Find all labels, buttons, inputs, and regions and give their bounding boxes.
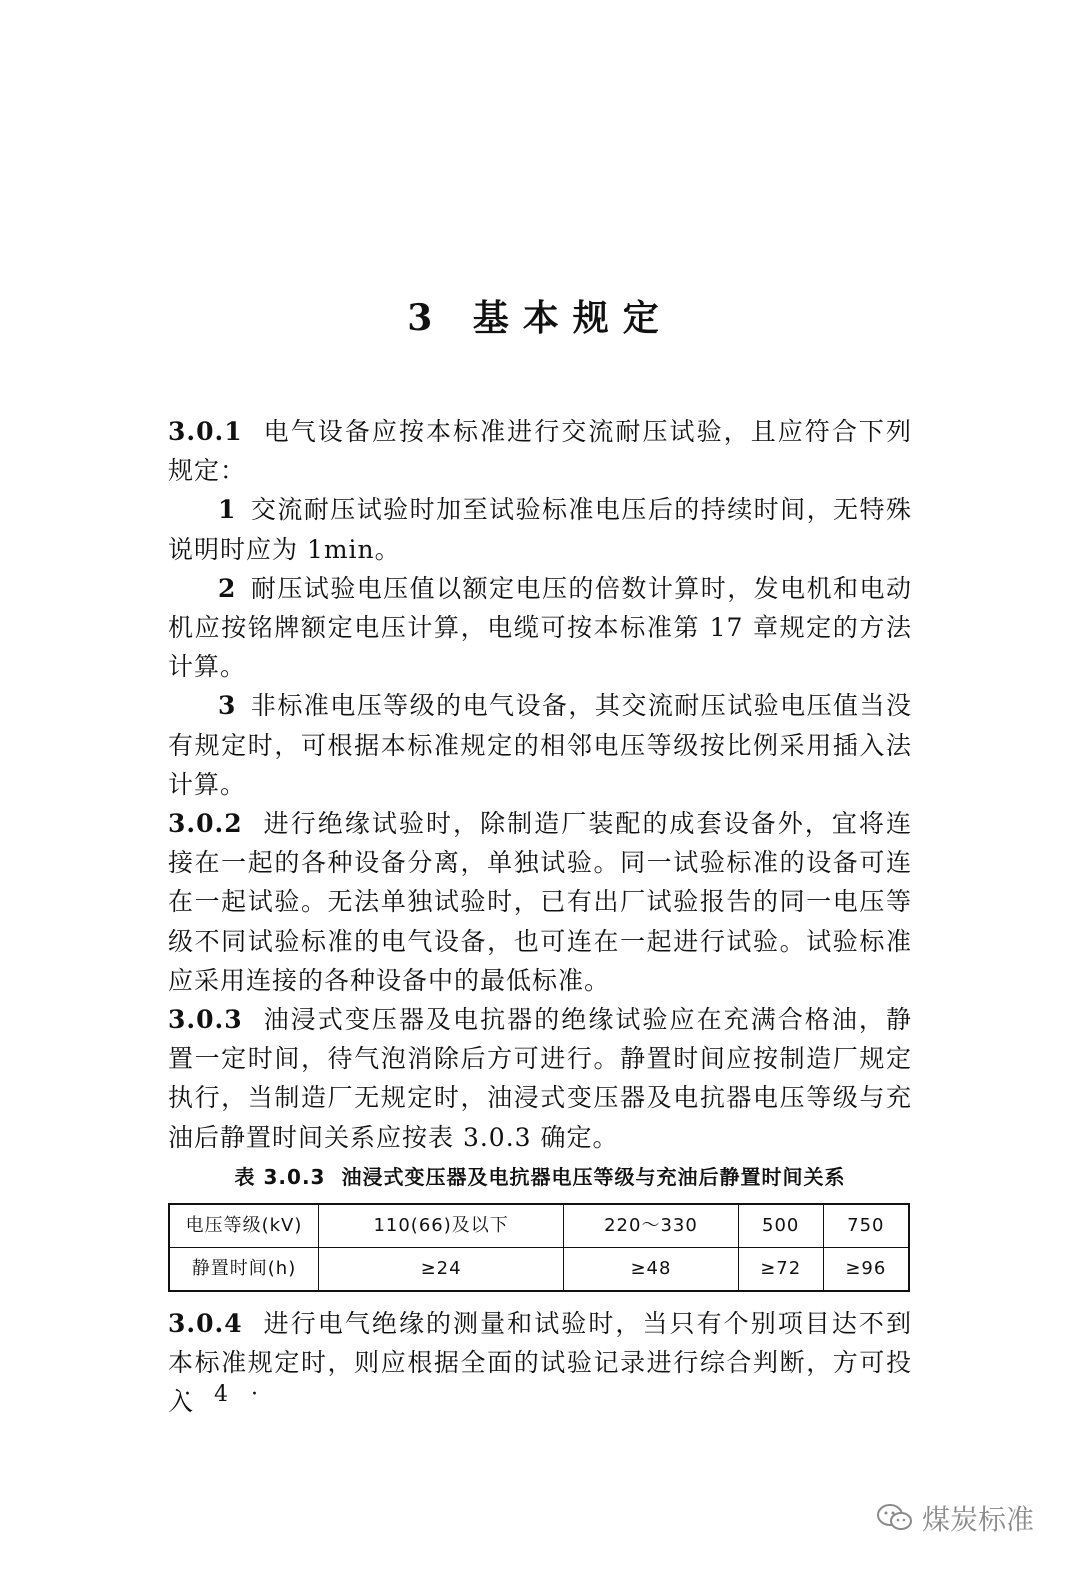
table-cell: ≥72 <box>738 1247 823 1291</box>
table-caption <box>168 1161 912 1193</box>
table-cell: 750 <box>823 1204 909 1248</box>
table-caption-text: 油浸式变压器及电抗器电压等级与充油后静置时间关系 <box>341 1164 846 1189</box>
table-row-label: 电压等级(kV) <box>169 1204 319 1248</box>
clause-number: 3.0.4 <box>168 1308 243 1338</box>
clause-text: 进行电气绝缘的测量和试验时，当只有个别项目达不到本标准规定时，则应根据全面的试验记录进行综合判断，方可投入 <box>168 1308 912 1417</box>
table-row-voltage <box>169 1204 909 1248</box>
clause-number: 3.0.1 <box>168 417 243 446</box>
clause-3-0-1-item-1 <box>168 490 912 568</box>
clause-3-0-2 <box>168 804 912 1000</box>
clause-text: 进行绝缘试验时，除制造厂装配的成套设备外，宜将连接在一起的各种设备分离，单独试验。同一试验标准的设备可连在一起试验。无法单独试验时，已有出厂试验报告的同一电压等级不同试验标准的电气设备，也可连在一起进行试验。试验标准应采用连接的各种设备中的最低标准。 <box>168 809 912 995</box>
table-cell: ≥48 <box>564 1247 739 1291</box>
table-row-label: 静置时间(h) <box>169 1247 319 1291</box>
table-row-standing-time <box>169 1247 909 1291</box>
page-number: · 4 · <box>184 1382 266 1407</box>
clause-text: 电气设备应按本标准进行交流耐压试验，且应符合下列规定： <box>168 417 912 486</box>
item-text: 非标准电压等级的电气设备，其交流耐压试验电压值当没有规定时，可根据本标准规定的相邻电压等级按比例采用插入法计算。 <box>168 691 912 799</box>
item-number: 1 <box>218 495 237 525</box>
clause-text: 油浸式变压器及电抗器的绝缘试验应在充满合格油，静置一定时间，待气泡消除后方可进行。静置时间应按制造厂规定执行，当制造厂无规定时，油浸式变压器及电抗器电压等级与充油后静置时间关系应按表 3.0.3 确定。 <box>168 1005 912 1152</box>
clause-3-0-1-item-2 <box>168 569 912 687</box>
table-cell: ≥24 <box>319 1247 564 1291</box>
clause-3-0-1-item-3 <box>168 686 912 804</box>
table-cell: 220～330 <box>564 1204 739 1248</box>
item-text: 交流耐压试验时加至试验标准电压后的持续时间，无特殊说明时应为 1min。 <box>168 495 912 564</box>
standing-time-table <box>168 1203 910 1292</box>
document-body <box>168 412 912 1421</box>
clause-3-0-1 <box>168 412 912 490</box>
table-cell: 500 <box>738 1204 823 1248</box>
item-number: 2 <box>218 573 237 603</box>
clause-3-0-4 <box>168 1304 912 1422</box>
chapter-title: 3 基本规定 <box>407 297 673 339</box>
watermark-text: 煤炭标准 <box>921 1503 1034 1536</box>
clause-number: 3.0.3 <box>168 1005 243 1035</box>
watermark <box>876 1498 1034 1538</box>
clause-3-0-3 <box>168 1000 912 1157</box>
clause-number: 3.0.2 <box>168 809 243 839</box>
table-cell: 110(66)及以下 <box>319 1204 564 1248</box>
wechat-icon <box>876 1502 914 1534</box>
item-number: 3 <box>218 691 237 721</box>
table-caption-number: 表 3.0.3 <box>234 1164 326 1189</box>
item-text: 耐压试验电压值以额定电压的倍数计算时，发电机和电动机应按铭牌额定电压计算，电缆可按本标准第 17 章规定的方法计算。 <box>168 573 912 682</box>
table-cell: ≥96 <box>823 1247 909 1291</box>
